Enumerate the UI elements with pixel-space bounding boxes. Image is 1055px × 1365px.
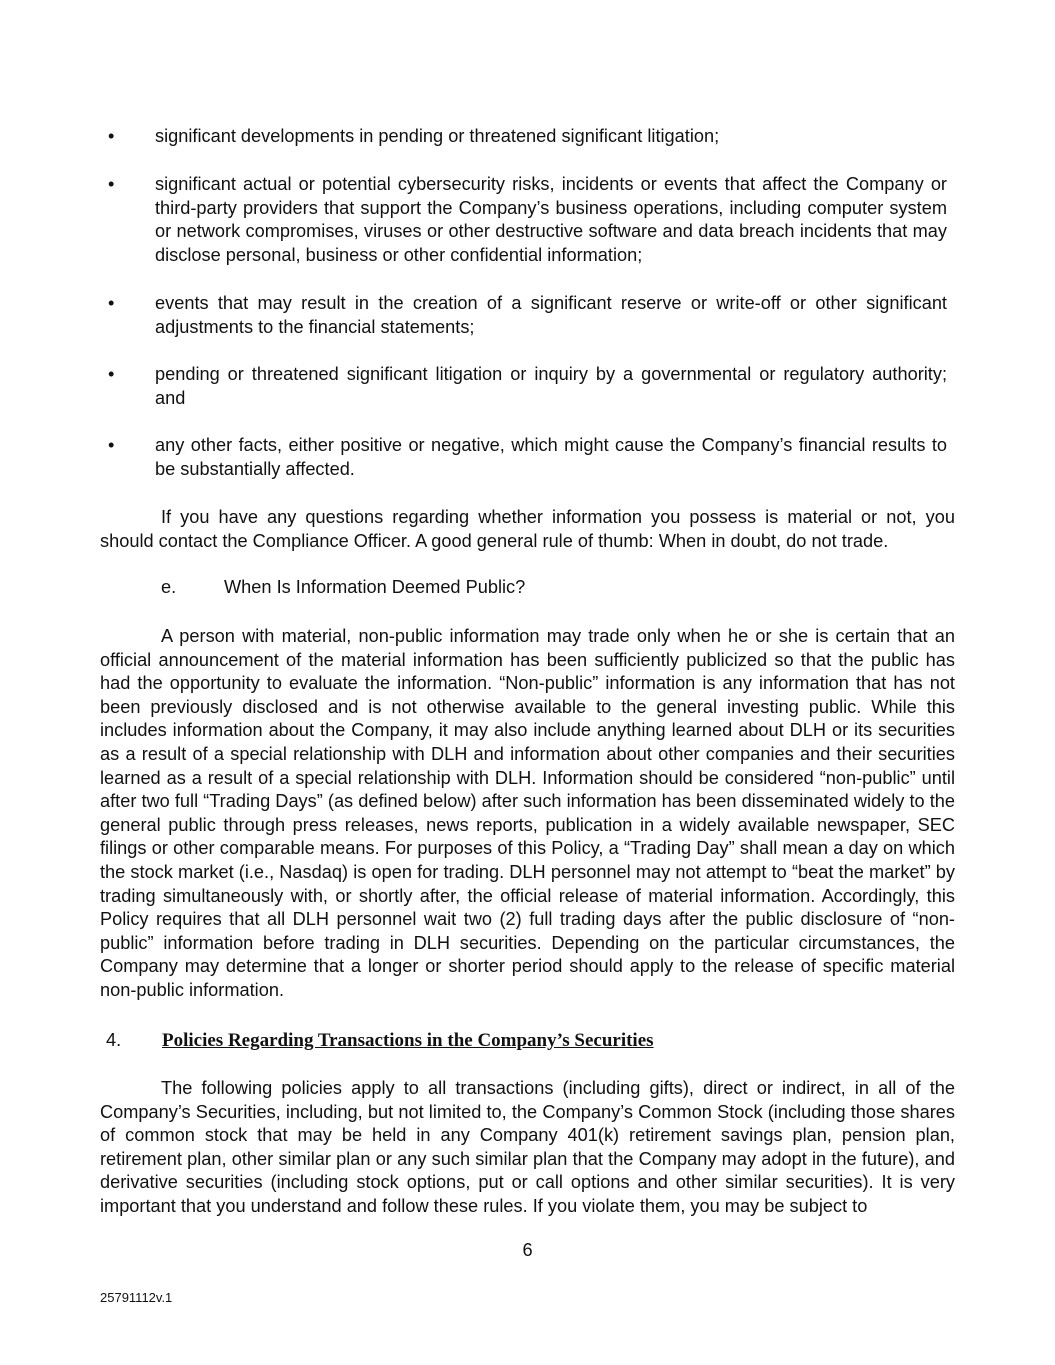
bullet-marker: • — [108, 126, 115, 146]
bullet-marker: • — [108, 435, 115, 455]
policies-paragraph: The following policies apply to all transactions (including gifts), direct or indirect, in all of the Company’s Securities, including, but not limited to, the Company’s Common Stock (including those shares of common stock that may be held in any Company 401(k) retirement savings plan, pension plan, retirement plan, other similar plan or any such similar plan that the Company may adopt in the future), and derivative securities (including stock options, put or call options and other similar securities). It is very important that you understand and follow these rules. If you violate them, you may be subject to — [100, 1078, 955, 1216]
bullet-text: events that may result in the creation of a significant reserve or write-off or other significant adjustments to the financial statements; — [155, 293, 947, 337]
section-4-title: Policies Regarding Transactions in the Company’s Securities — [162, 1030, 654, 1051]
bullet-text: significant developments in pending or threatened significant litigation; — [155, 126, 720, 146]
bullet-marker: • — [108, 293, 115, 313]
bullet-text: any other facts, either positive or negative, which might cause the Company’s financial results to be substantially affected. — [155, 435, 947, 479]
bullet-marker: • — [108, 364, 115, 384]
section-e-title: When Is Information Deemed Public? — [224, 577, 526, 597]
page-number: 6 — [522, 1240, 533, 1260]
bullet-marker: • — [108, 174, 115, 194]
questions-paragraph: If you have any questions regarding whether information you possess is material or not, you should contact the Compliance Officer. A good general rule of thumb: When in doubt, do not trade. — [100, 507, 955, 551]
public-information-paragraph: A person with material, non-public information may trade only when he or she is certain that an official announcement of the material information has been sufficiently publicized so that the public has had the opportunity to evaluate the information. “Non-public” information is any information that has not been previously disclosed and is not otherwise available to the general investing public. While this includes information about the Company, it may also include anything learned about DLH or its securities as a result of a special relationship with DLH and information about other companies and their securities learned as a result of a special relationship with DLH. Information should be considered “non-public” until after two full “Trading Days” (as defined below) after such information has been disseminated widely to the general public through press releases, news reports, publication in a widely available newspaper, SEC filings or other comparable means. For purposes of this Policy, a “Trading Day” shall mean a day on which the stock market (i.e., Nasdaq) is open for trading. DLH personnel may not attempt to “beat the market” by trading simultaneously with, or shortly after, the official release of material information. Accordingly, this Policy requires that all DLH personnel wait two (2) full trading days after the public disclosure of “non-public” information before trading in DLH securities. Depending on the particular circumstances, the Company may determine that a longer or shorter period should apply to the release of specific material non-public information. — [100, 626, 955, 1000]
bullet-text: pending or threatened significant litigation or inquiry by a governmental or regulatory authority; and — [155, 364, 947, 408]
bullet-text: significant actual or potential cybersecurity risks, incidents or events that affect the Company or third-party providers that support the Company’s business operations, including computer system or network compromises, viruses or other destructive software and data breach incidents that may disclose personal, business or other confidential information; — [155, 174, 947, 265]
section-4-number: 4. — [106, 1030, 122, 1050]
section-e-letter: e. — [161, 577, 177, 597]
document-id: 25791112v.1 — [100, 1290, 173, 1305]
